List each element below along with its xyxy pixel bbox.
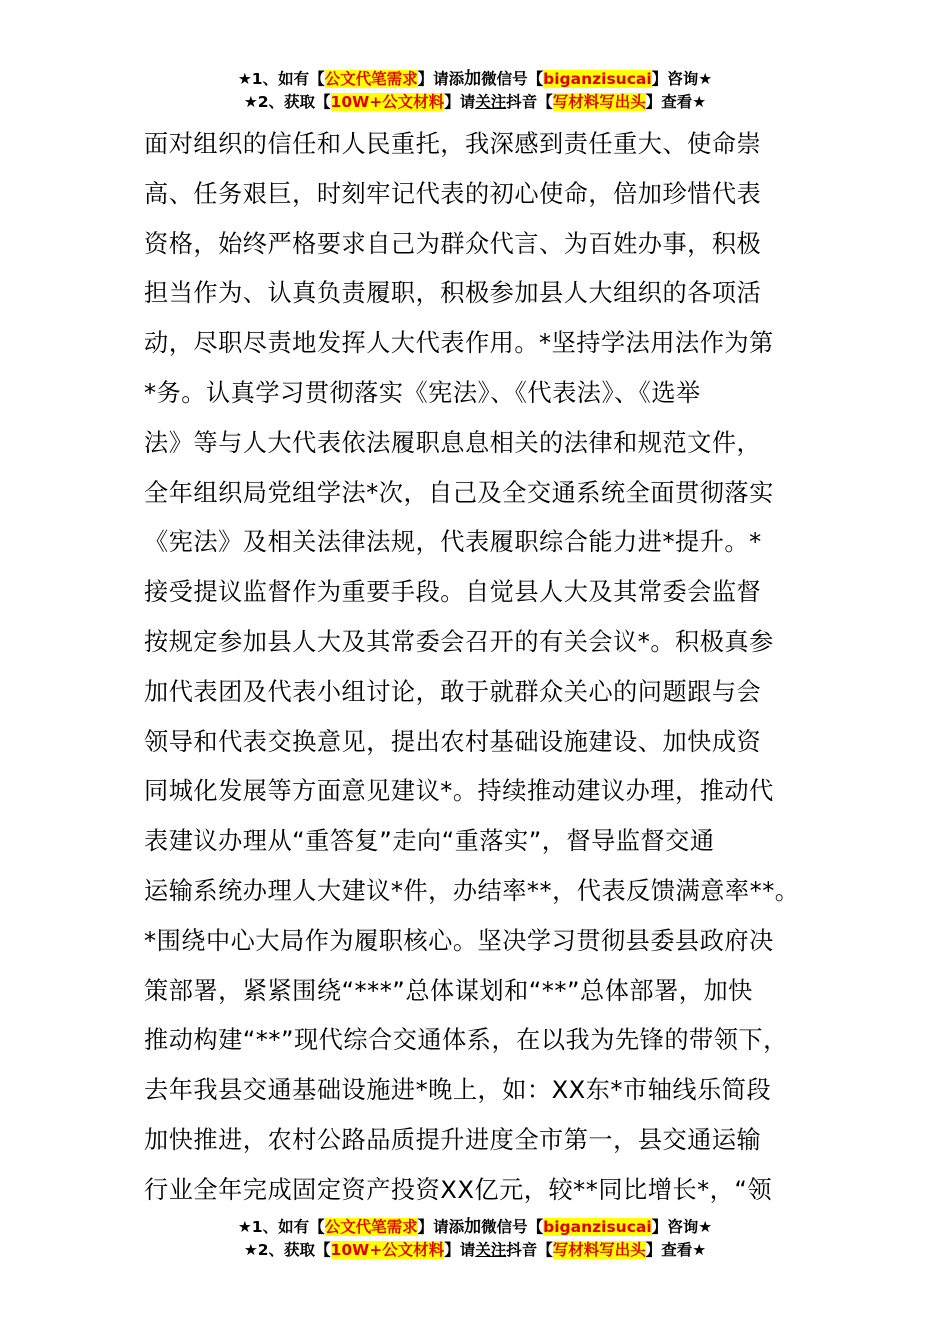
banner-text: 加 [464, 1217, 482, 1237]
highlight-materials: 10W+公文材料 [330, 93, 445, 111]
banner-text: 】请 [444, 93, 476, 111]
body-line: 担当作为、认真负责履职，积极参加县人大组织的各项活 [144, 279, 762, 308]
body-line: 领导和代表交换意见，提出农村基础设施建设、加快成资 [144, 727, 762, 756]
banner-text: 】请添 [417, 1218, 465, 1236]
body-line: 行业全年完成固定资产投资XX亿元，较**同比增长*，“领 [144, 1175, 773, 1204]
banner-text: 】咨询★ [651, 1218, 713, 1236]
highlight-service: 公文代笔需求 [324, 70, 418, 88]
body-line: 加代表团及代表小组讨论，敢于就群众关心的问题跟与会 [144, 677, 762, 706]
banner-text: ★1、如有【 [237, 1218, 325, 1236]
header-banner [0, 68, 950, 114]
body-line: 按规定参加县人大及其常委会召开的有关会议*。积极真参 [144, 627, 774, 656]
banner-text: 】请 [444, 1241, 476, 1259]
banner-line-2 [0, 1239, 950, 1262]
banner-text: ★1、如有【 [237, 70, 325, 88]
body-line: *围绕中心大局作为履职核心。坚决学习贯彻县委县政府决 [144, 926, 774, 955]
body-line: 高、任务艰巨，时刻牢记代表的初心使命，倍加珍惜代表 [144, 179, 762, 208]
highlight-wechat-id: biganzisucai [543, 1218, 652, 1236]
banner-text: 关注 [475, 93, 507, 111]
highlight-materials: 10W+公文材料 [330, 1241, 445, 1259]
body-line: 资格，始终严格要求自己为群众代言、为百姓办事，积极 [144, 229, 762, 258]
document-body [144, 120, 834, 1216]
body-line: 加快推进，农村公路品质提升进度全市第一，县交通运输 [144, 1125, 762, 1154]
body-line: 同城化发展等方面意见建议*。持续推动建议办理，推动代 [144, 777, 774, 806]
body-line: 全年组织局党组学法*次，自己及全交通系统全面贯彻落实 [144, 478, 774, 507]
banner-line-2 [0, 91, 950, 114]
body-line: 表建议办理从“重答复”走向“重落实”，督导监督交通 [144, 827, 715, 856]
body-line: 去年我县交通基础设施进*晚上，如：XX东*市轴线乐简段 [144, 1076, 772, 1105]
body-line: 推动构建“**”现代综合交通体系，在以我为先锋的带领下， [144, 1026, 788, 1055]
banner-text: 抖音【 [506, 1241, 553, 1259]
banner-text: 关注 [475, 1241, 507, 1259]
banner-text: ★2、获取【 [243, 93, 331, 111]
highlight-douyin-account: 写材料写出头 [552, 1241, 646, 1259]
banner-text: ★2、获取【 [243, 1241, 331, 1259]
body-line: 《宪法》及相关法律法规，代表履职综合能力进*提升。* [144, 528, 762, 557]
banner-text: 】查看★ [645, 93, 707, 111]
banner-text: 加 [464, 69, 482, 89]
body-line: 法》等与人大代表依法履职息息相关的法律和规范文件， [144, 428, 762, 457]
banner-line-1 [0, 68, 950, 91]
highlight-wechat-id: biganzisucai [543, 70, 652, 88]
body-line: 接受提议监督作为重要手段。自觉县人大及其常委会监督 [144, 578, 762, 607]
banner-text: 】请添 [417, 70, 465, 88]
banner-text: 抖音【 [506, 93, 553, 111]
banner-text: 】咨询★ [651, 70, 713, 88]
banner-line-1 [0, 1216, 950, 1239]
banner-text: 】查看★ [645, 1241, 707, 1259]
footer-banner [0, 1216, 950, 1262]
body-line: 面对组织的信任和人民重托，我深感到责任重大、使命崇 [144, 130, 762, 158]
body-line: *务。认真学习贯彻落实《宪法》、《代表法》、《选举 [144, 378, 701, 407]
highlight-service: 公文代笔需求 [324, 1218, 418, 1236]
body-line: 策部署，紧紧围绕“***”总体谋划和“**”总体部署，加快 [144, 976, 753, 1005]
banner-text: 微信号【 [481, 1218, 544, 1236]
body-line: 运输系统办理人大建议*件，办结率**，代表反馈满意率**。 [144, 876, 800, 905]
highlight-douyin-account: 写材料写出头 [552, 93, 646, 111]
body-line: 动，尽职尽责地发挥人大代表作用。*坚持学法用法作为第 [144, 329, 774, 358]
banner-text: 微信号【 [481, 70, 544, 88]
